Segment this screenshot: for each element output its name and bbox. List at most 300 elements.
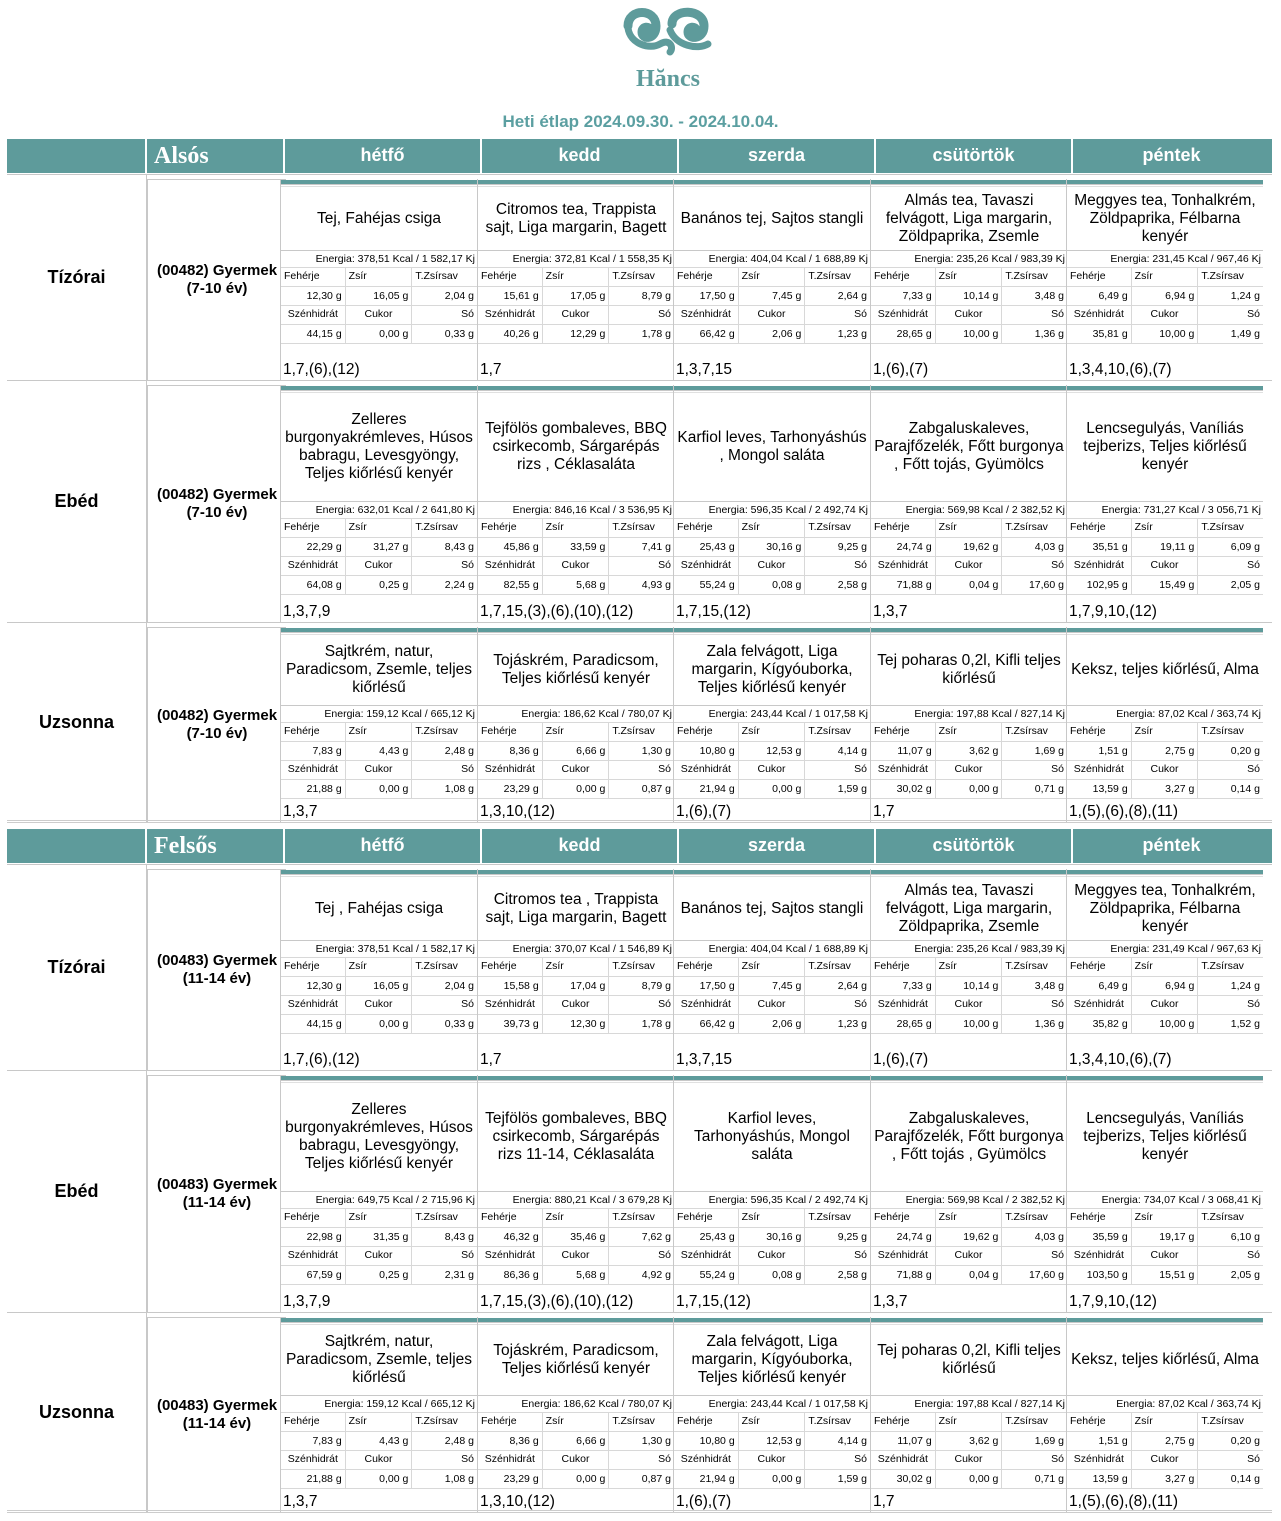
- value-protein: 7,83 g: [281, 1432, 346, 1451]
- label-carbohydrate: Szénhidrát: [871, 1451, 936, 1470]
- page-title: Heti étlap 2024.09.30. - 2024.10.04.: [502, 112, 779, 131]
- value-salt: 0,14 g: [1198, 1470, 1263, 1489]
- nutrient-labels: [1067, 557, 1263, 576]
- meal-row: [7, 864, 1272, 1070]
- label-protein: Fehérje: [1067, 958, 1132, 977]
- value-protein: 22,98 g: [281, 1228, 346, 1247]
- value-fat: 10,14 g: [936, 977, 1003, 996]
- label-salt: Só: [412, 306, 477, 325]
- value-salt: 0,33 g: [412, 1015, 477, 1034]
- food-description: Sajtkrém, natur, Paradicsom, Zsemle, teljes kiőrlésű: [281, 1324, 477, 1396]
- nutrient-values: [478, 1470, 674, 1489]
- label-saturated-fat: T.Zsírsav: [1002, 723, 1067, 742]
- label-salt: Só: [1002, 761, 1067, 780]
- label-fat: Zsír: [936, 1209, 1003, 1228]
- value-salt: 1,36 g: [1002, 325, 1067, 344]
- label-fat: Zsír: [346, 268, 413, 287]
- label-salt: Só: [412, 996, 477, 1015]
- menu-cell: [673, 627, 870, 822]
- nutrient-labels: [674, 761, 870, 780]
- label-protein: Fehérje: [674, 723, 739, 742]
- energy-value: Energia: 186,62 Kcal / 780,07 Kj: [478, 1396, 674, 1413]
- value-protein: 11,07 g: [871, 1432, 936, 1451]
- value-salt: 1,59 g: [805, 780, 870, 799]
- label-sugar: Cukor: [1132, 306, 1199, 325]
- label-sugar: Cukor: [543, 1451, 610, 1470]
- logo-text: Hăncs: [635, 66, 701, 90]
- value-salt: 1,23 g: [805, 1015, 870, 1034]
- section-header: [7, 829, 1272, 863]
- age-group-range: (11-14 év): [182, 970, 252, 987]
- nutrient-labels: [1067, 306, 1263, 325]
- day-header: szerda: [679, 829, 876, 863]
- label-salt: Só: [1198, 761, 1263, 780]
- value-carbohydrate: 21,94 g: [674, 780, 739, 799]
- value-sugar: 0,00 g: [346, 1470, 413, 1489]
- label-protein: Fehérje: [281, 1209, 346, 1228]
- section-header: [7, 139, 1272, 173]
- label-saturated-fat: T.Zsírsav: [1198, 268, 1263, 287]
- label-saturated-fat: T.Zsírsav: [412, 519, 477, 538]
- label-saturated-fat: T.Zsírsav: [805, 1413, 870, 1432]
- nutrient-labels: [871, 1209, 1067, 1228]
- value-carbohydrate: 30,02 g: [871, 780, 936, 799]
- nutrient-labels: [871, 1247, 1067, 1266]
- nutrient-labels: [281, 1209, 477, 1228]
- value-fat: 2,75 g: [1132, 1432, 1199, 1451]
- label-fat: Zsír: [346, 519, 413, 538]
- accent-bar: [1067, 628, 1263, 633]
- allergen-codes: 1,3,7: [283, 1493, 318, 1510]
- label-salt: Só: [412, 1451, 477, 1470]
- energy-value: Energia: 846,16 Kcal / 3 536,95 Kj: [478, 502, 674, 519]
- value-sugar: 12,29 g: [543, 325, 610, 344]
- value-salt: 1,23 g: [805, 325, 870, 344]
- label-protein: Fehérje: [281, 723, 346, 742]
- energy-value: Energia: 378,51 Kcal / 1 582,17 Kj: [281, 251, 477, 268]
- value-salt: 0,71 g: [1002, 780, 1067, 799]
- nutrient-values: [674, 1470, 870, 1489]
- nutrient-labels: [871, 306, 1067, 325]
- label-fat: Zsír: [346, 1209, 413, 1228]
- accent-bar: [871, 870, 1067, 875]
- meal-row: [7, 380, 1272, 622]
- value-saturated-fat: 1,69 g: [1002, 1432, 1067, 1451]
- label-protein: Fehérje: [478, 958, 543, 977]
- value-fat: 4,43 g: [346, 1432, 413, 1451]
- allergen-codes: 1,(6),(7): [676, 1493, 732, 1510]
- day-header: szerda: [679, 139, 876, 173]
- label-saturated-fat: T.Zsírsav: [412, 268, 477, 287]
- label-fat: Zsír: [936, 1413, 1003, 1432]
- allergen-codes: 1,3,7,15: [676, 1051, 733, 1068]
- value-sugar: 10,00 g: [936, 325, 1003, 344]
- label-fat: Zsír: [1132, 268, 1199, 287]
- label-salt: Só: [1198, 557, 1263, 576]
- meal-row: [7, 1312, 1272, 1512]
- energy-value: Energia: 569,98 Kcal / 2 382,52 Kj: [871, 1192, 1067, 1209]
- age-group-range: (7-10 év): [186, 280, 248, 297]
- label-protein: Fehérje: [1067, 268, 1132, 287]
- value-fat: 19,62 g: [936, 538, 1003, 557]
- label-carbohydrate: Szénhidrát: [674, 306, 739, 325]
- allergen-codes: 1,7,9,10,(12): [1069, 603, 1157, 620]
- day-header: kedd: [482, 829, 679, 863]
- menu-cell: [477, 1075, 674, 1312]
- value-protein: 15,58 g: [478, 977, 543, 996]
- allergen-codes: 1,3,10,(12): [480, 1493, 555, 1510]
- value-protein: 12,30 g: [281, 287, 346, 306]
- label-carbohydrate: Szénhidrát: [478, 1451, 543, 1470]
- accent-bar: [871, 386, 1067, 391]
- nutrient-values: [1067, 576, 1263, 595]
- menu-cell: [1066, 385, 1263, 622]
- nutrient-labels: [674, 958, 870, 977]
- allergen-codes: 1,(6),(7): [873, 361, 929, 378]
- value-sugar: 0,00 g: [936, 780, 1003, 799]
- value-sugar: 0,00 g: [543, 780, 610, 799]
- label-fat: Zsír: [1132, 958, 1199, 977]
- nutrient-labels: [674, 519, 870, 538]
- energy-value: Energia: 235,26 Kcal / 983,39 Kj: [871, 251, 1067, 268]
- menu-section: [7, 139, 1272, 823]
- allergen-codes: 1,(5),(6),(8),(11): [1069, 1493, 1179, 1510]
- menu-cell: [280, 869, 477, 1070]
- label-sugar: Cukor: [739, 761, 806, 780]
- label-saturated-fat: T.Zsírsav: [1002, 1209, 1067, 1228]
- label-sugar: Cukor: [1132, 1247, 1199, 1266]
- food-description: Karfiol leves, Tarhonyáshús, Mongol saláta: [674, 1082, 870, 1192]
- label-carbohydrate: Szénhidrát: [871, 996, 936, 1015]
- value-fat: 4,43 g: [346, 742, 413, 761]
- menu-cell: [673, 869, 870, 1070]
- age-group-range: (11-14 év): [182, 1194, 252, 1211]
- value-sugar: 15,49 g: [1132, 576, 1199, 595]
- label-salt: Só: [805, 1247, 870, 1266]
- nutrient-values: [478, 1266, 674, 1285]
- value-sugar: 10,00 g: [1132, 1015, 1199, 1034]
- value-saturated-fat: 8,43 g: [412, 1228, 477, 1247]
- value-saturated-fat: 0,20 g: [1198, 1432, 1263, 1451]
- nutrient-values: [1067, 780, 1263, 799]
- nutrient-values: [674, 1266, 870, 1285]
- age-group: [147, 1317, 286, 1512]
- label-sugar: Cukor: [1132, 557, 1199, 576]
- nutrient-labels: [281, 958, 477, 977]
- value-carbohydrate: 103,50 g: [1067, 1266, 1132, 1285]
- accent-bar: [478, 628, 674, 633]
- label-protein: Fehérje: [1067, 723, 1132, 742]
- allergen-codes: 1,7,15,(3),(6),(10),(12): [480, 603, 634, 620]
- value-sugar: 15,51 g: [1132, 1266, 1199, 1285]
- menu-cell: [1066, 869, 1263, 1070]
- nutrient-values: [281, 325, 477, 344]
- label-protein: Fehérje: [674, 958, 739, 977]
- energy-value: Energia: 596,35 Kcal / 2 492,74 Kj: [674, 502, 870, 519]
- accent-bar: [871, 1318, 1067, 1323]
- nutrient-values: [871, 1228, 1067, 1247]
- nutrient-values: [871, 576, 1067, 595]
- allergen-codes: 1,(5),(6),(8),(11): [1069, 803, 1179, 820]
- label-fat: Zsír: [346, 723, 413, 742]
- nutrient-values: [478, 325, 674, 344]
- menu-cell: [280, 179, 477, 380]
- nutrient-values: [478, 780, 674, 799]
- nutrient-labels: [674, 1413, 870, 1432]
- label-carbohydrate: Szénhidrát: [281, 1247, 346, 1266]
- label-protein: Fehérje: [478, 268, 543, 287]
- menu-cell: [280, 385, 477, 622]
- food-description: Zelleres burgonyakrémleves, Húsos babragu, Levesgyöngy, Teljes kiőrlésű kenyér: [281, 1082, 477, 1192]
- menu-cell: [477, 627, 674, 822]
- nutrient-labels: [281, 761, 477, 780]
- value-saturated-fat: 2,64 g: [805, 287, 870, 306]
- nutrient-values: [281, 1432, 477, 1451]
- hancs-logo: [620, 4, 716, 90]
- label-protein: Fehérje: [281, 1413, 346, 1432]
- energy-value: Energia: 159,12 Kcal / 665,12 Kj: [281, 706, 477, 723]
- label-saturated-fat: T.Zsírsav: [609, 723, 674, 742]
- value-protein: 12,30 g: [281, 977, 346, 996]
- value-salt: 1,78 g: [609, 1015, 674, 1034]
- value-sugar: 0,25 g: [346, 576, 413, 595]
- label-sugar: Cukor: [936, 761, 1003, 780]
- label-saturated-fat: T.Zsírsav: [805, 723, 870, 742]
- nutrient-labels: [871, 723, 1067, 742]
- value-fat: 3,62 g: [936, 742, 1003, 761]
- label-carbohydrate: Szénhidrát: [1067, 557, 1132, 576]
- allergen-codes: 1,(6),(7): [676, 803, 732, 820]
- allergen-codes: 1,7: [480, 361, 502, 378]
- food-description: Zabgaluskaleves, Parajfőzelék, Főtt burgonya , Főtt tojás , Gyümölcs: [871, 1082, 1067, 1192]
- food-description: Keksz, teljes kiőrlésű, Alma: [1067, 1324, 1263, 1396]
- value-carbohydrate: 23,29 g: [478, 1470, 543, 1489]
- nutrient-values: [1067, 977, 1263, 996]
- value-fat: 31,27 g: [346, 538, 413, 557]
- label-fat: Zsír: [739, 1209, 806, 1228]
- label-fat: Zsír: [543, 1209, 610, 1228]
- value-carbohydrate: 39,73 g: [478, 1015, 543, 1034]
- label-salt: Só: [1002, 996, 1067, 1015]
- nutrient-values: [281, 287, 477, 306]
- nutrient-labels: [1067, 519, 1263, 538]
- label-salt: Só: [805, 1451, 870, 1470]
- accent-bar: [281, 1076, 477, 1081]
- section-divider: [7, 1510, 1272, 1513]
- nutrient-labels: [281, 519, 477, 538]
- nutrient-labels: [478, 1209, 674, 1228]
- value-fat: 2,75 g: [1132, 742, 1199, 761]
- label-sugar: Cukor: [346, 557, 413, 576]
- value-saturated-fat: 2,48 g: [412, 1432, 477, 1451]
- nutrient-values: [281, 1228, 477, 1247]
- age-group-code: (00483) Gyermek: [156, 1176, 278, 1193]
- value-fat: 10,14 g: [936, 287, 1003, 306]
- value-salt: 2,58 g: [805, 1266, 870, 1285]
- food-description: Lencsegulyás, Vaníliás tejberizs, Teljes kiőrlésű kenyér: [1067, 1082, 1263, 1192]
- value-saturated-fat: 8,79 g: [609, 977, 674, 996]
- age-group: [147, 627, 286, 822]
- value-carbohydrate: 40,26 g: [478, 325, 543, 344]
- nutrient-labels: [478, 958, 674, 977]
- label-saturated-fat: T.Zsírsav: [609, 519, 674, 538]
- value-sugar: 0,08 g: [739, 576, 806, 595]
- menu-cell: [477, 869, 674, 1070]
- label-sugar: Cukor: [346, 1247, 413, 1266]
- food-description: Banános tej, Sajtos stangli: [674, 876, 870, 941]
- label-saturated-fat: T.Zsírsav: [412, 1413, 477, 1432]
- nutrient-values: [871, 1470, 1067, 1489]
- nutrient-values: [871, 1015, 1067, 1034]
- accent-bar: [674, 628, 870, 633]
- day-header: kedd: [482, 139, 679, 173]
- nutrient-labels: [674, 723, 870, 742]
- day-header: csütörtök: [876, 139, 1073, 173]
- day-header: péntek: [1142, 145, 1201, 165]
- value-carbohydrate: 28,65 g: [871, 325, 936, 344]
- value-fat: 16,05 g: [346, 287, 413, 306]
- age-group: [147, 385, 286, 622]
- value-saturated-fat: 3,48 g: [1002, 977, 1067, 996]
- nutrient-values: [871, 1432, 1067, 1451]
- label-salt: Só: [412, 761, 477, 780]
- label-saturated-fat: T.Zsírsav: [412, 1209, 477, 1228]
- value-salt: 1,08 g: [412, 780, 477, 799]
- value-protein: 25,43 g: [674, 538, 739, 557]
- value-protein: 35,59 g: [1067, 1228, 1132, 1247]
- value-salt: 2,05 g: [1198, 1266, 1263, 1285]
- allergen-codes: 1,3,7: [873, 1293, 908, 1310]
- value-salt: 2,58 g: [805, 576, 870, 595]
- age-group-range: (7-10 év): [186, 504, 248, 521]
- value-salt: 0,14 g: [1198, 780, 1263, 799]
- accent-bar: [1067, 870, 1263, 875]
- label-fat: Zsír: [543, 519, 610, 538]
- label-carbohydrate: Szénhidrát: [674, 1247, 739, 1266]
- accent-bar: [478, 870, 674, 875]
- meal-name: Ebéd: [7, 1071, 147, 1312]
- nutrient-labels: [871, 1413, 1067, 1432]
- value-salt: 2,05 g: [1198, 576, 1263, 595]
- label-salt: Só: [609, 1247, 674, 1266]
- label-carbohydrate: Szénhidrát: [674, 996, 739, 1015]
- menu-cell: [673, 1317, 870, 1512]
- nutrient-values: [281, 1266, 477, 1285]
- label-protein: Fehérje: [1067, 519, 1132, 538]
- nutrient-values: [281, 742, 477, 761]
- accent-bar: [478, 1076, 674, 1081]
- label-salt: Só: [805, 557, 870, 576]
- menu-cell: [870, 385, 1067, 622]
- allergen-codes: 1,7,15,(12): [676, 603, 751, 620]
- nutrient-labels: [674, 306, 870, 325]
- value-saturated-fat: 1,69 g: [1002, 742, 1067, 761]
- label-carbohydrate: Szénhidrát: [281, 557, 346, 576]
- allergen-codes: 1,3,4,10,(6),(7): [1069, 361, 1172, 378]
- label-protein: Fehérje: [674, 1209, 739, 1228]
- label-carbohydrate: Szénhidrát: [871, 557, 936, 576]
- nutrient-labels: [1067, 761, 1263, 780]
- value-carbohydrate: 21,94 g: [674, 1470, 739, 1489]
- food-description: Karfiol leves, Tarhonyáshús , Mongol saláta: [674, 392, 870, 502]
- value-salt: 1,36 g: [1002, 1015, 1067, 1034]
- nutrient-values: [674, 780, 870, 799]
- label-carbohydrate: Szénhidrát: [281, 1451, 346, 1470]
- accent-bar: [674, 180, 870, 185]
- nutrient-labels: [871, 519, 1067, 538]
- nutrient-labels: [1067, 268, 1263, 287]
- value-saturated-fat: 1,30 g: [609, 1432, 674, 1451]
- nutrient-values: [674, 538, 870, 557]
- menu-cell: [280, 1075, 477, 1312]
- nutrient-values: [871, 287, 1067, 306]
- value-carbohydrate: 55,24 g: [674, 576, 739, 595]
- food-description: Meggyes tea, Tonhalkrém, Zöldpaprika, Félbarna kenyér: [1067, 876, 1263, 941]
- value-fat: 31,35 g: [346, 1228, 413, 1247]
- section-title: Felsős: [147, 829, 285, 863]
- nutrient-values: [1067, 1015, 1263, 1034]
- label-saturated-fat: T.Zsírsav: [412, 723, 477, 742]
- value-sugar: 0,00 g: [739, 780, 806, 799]
- value-saturated-fat: 6,10 g: [1198, 1228, 1263, 1247]
- nutrient-values: [871, 780, 1067, 799]
- meal-name: Uzsonna: [7, 623, 147, 822]
- nutrient-values: [1067, 1432, 1263, 1451]
- value-saturated-fat: 9,25 g: [805, 1228, 870, 1247]
- value-protein: 22,29 g: [281, 538, 346, 557]
- nutrient-values: [281, 1470, 477, 1489]
- label-protein: Fehérje: [281, 958, 346, 977]
- nutrient-values: [674, 742, 870, 761]
- value-fat: 30,16 g: [739, 1228, 806, 1247]
- value-fat: 12,53 g: [739, 1432, 806, 1451]
- energy-value: Energia: 372,81 Kcal / 1 558,35 Kj: [478, 251, 674, 268]
- value-saturated-fat: 2,64 g: [805, 977, 870, 996]
- menu-cell: [1066, 627, 1263, 822]
- nutrient-labels: [478, 761, 674, 780]
- value-salt: 1,49 g: [1198, 325, 1263, 344]
- label-carbohydrate: Szénhidrát: [478, 557, 543, 576]
- label-sugar: Cukor: [543, 761, 610, 780]
- food-description: Tejfölös gombaleves, BBQ csirkecomb, Sárgarépás rizs , Céklasaláta: [478, 392, 674, 502]
- nutrient-values: [478, 1432, 674, 1451]
- value-fat: 6,66 g: [543, 742, 610, 761]
- nutrient-labels: [1067, 1451, 1263, 1470]
- label-sugar: Cukor: [346, 1451, 413, 1470]
- energy-value: Energia: 734,07 Kcal / 3 068,41 Kj: [1067, 1192, 1263, 1209]
- food-description: Tej , Fahéjas csiga: [281, 876, 477, 941]
- label-fat: Zsír: [1132, 1413, 1199, 1432]
- allergen-codes: 1,3,7,9: [283, 603, 331, 620]
- value-protein: 6,49 g: [1067, 287, 1132, 306]
- label-protein: Fehérje: [871, 1413, 936, 1432]
- label-protein: Fehérje: [478, 1209, 543, 1228]
- food-description: Zabgaluskaleves, Parajfőzelék, Főtt burgonya , Főtt tojás, Gyümölcs: [871, 392, 1067, 502]
- nutrient-labels: [1067, 996, 1263, 1015]
- label-salt: Só: [1198, 996, 1263, 1015]
- value-fat: 7,45 g: [739, 977, 806, 996]
- value-sugar: 10,00 g: [936, 1015, 1003, 1034]
- energy-value: Energia: 569,98 Kcal / 2 382,52 Kj: [871, 502, 1067, 519]
- menu-cell: [673, 179, 870, 380]
- nutrient-labels: [281, 268, 477, 287]
- energy-value: Energia: 87,02 Kcal / 363,74 Kj: [1067, 1396, 1263, 1413]
- value-fat: 17,05 g: [543, 287, 610, 306]
- label-fat: Zsír: [543, 1413, 610, 1432]
- nutrient-values: [871, 325, 1067, 344]
- label-carbohydrate: Szénhidrát: [478, 1247, 543, 1266]
- value-fat: 7,45 g: [739, 287, 806, 306]
